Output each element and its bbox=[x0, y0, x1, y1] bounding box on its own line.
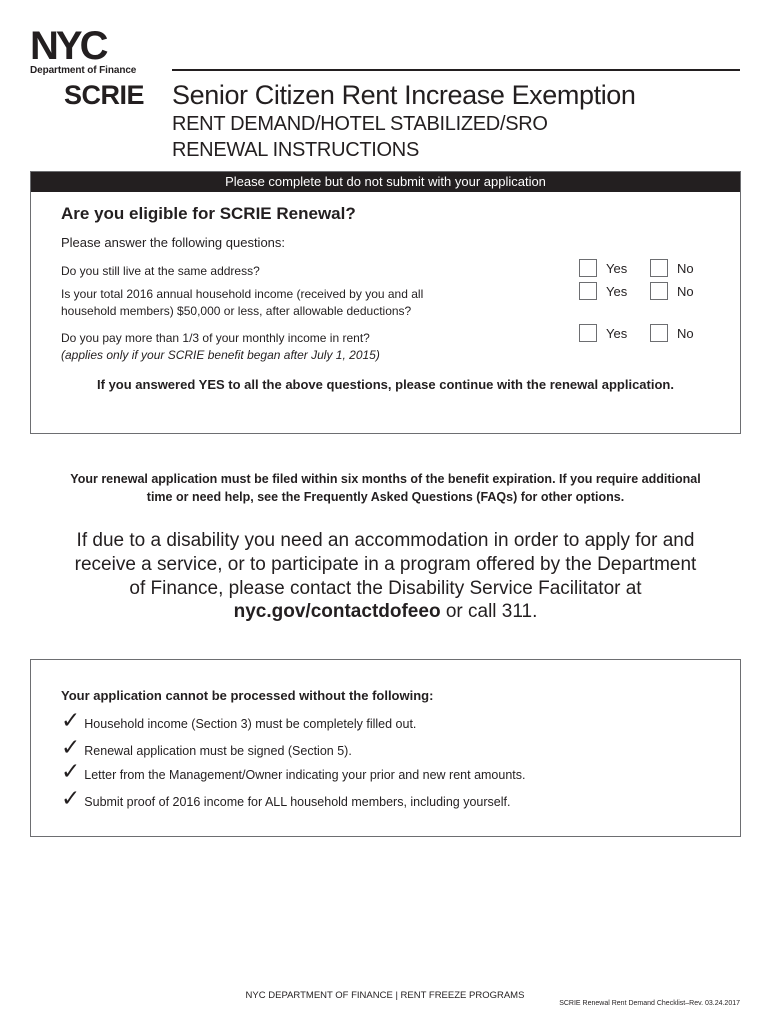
nyc-dof-logo bbox=[30, 28, 154, 76]
question-same-address: Do you still live at the same address? bbox=[61, 264, 260, 278]
department-name: Department of Finance bbox=[30, 65, 137, 76]
accessibility-note bbox=[30, 529, 741, 601]
requirement-item bbox=[61, 710, 416, 732]
question-rent-third: Do you pay more than 1/3 of your monthly income in rent? bbox=[61, 331, 370, 345]
page-subtitle-line2: RENEWAL INSTRUCTIONS bbox=[172, 139, 419, 161]
q1-yes-label: Yes bbox=[606, 260, 628, 276]
accessibility-contact bbox=[30, 601, 741, 623]
checkmark-icon: ✓ bbox=[61, 759, 81, 785]
question-income-line2: household members) $50,000 or less, after allowable deductions? bbox=[61, 304, 412, 318]
svg-text:NYC: NYC bbox=[30, 28, 106, 62]
filing-note-line2: time or need help, see the Frequently Asked Questions (FAQs) for other options. bbox=[146, 490, 625, 504]
q2-no-option[interactable] bbox=[650, 282, 694, 300]
requirements-section bbox=[30, 659, 741, 837]
q1-no-option[interactable] bbox=[650, 259, 694, 277]
checkmark-icon: ✓ bbox=[61, 708, 81, 734]
instruction-banner: Please complete but do not submit with your application bbox=[31, 172, 740, 192]
nyc-logo-icon bbox=[30, 28, 128, 62]
footer-department: NYC DEPARTMENT OF FINANCE | RENT FREEZE PROGRAMS bbox=[245, 990, 525, 1001]
q1-yes-checkbox[interactable] bbox=[579, 259, 597, 277]
q3-yes-option[interactable] bbox=[579, 324, 627, 342]
contact-phone-text: or call 311. bbox=[440, 601, 538, 622]
filing-deadline-note bbox=[30, 470, 741, 506]
q1-no-checkbox[interactable] bbox=[650, 259, 668, 277]
page-subtitle-line1: RENT DEMAND/HOTEL STABILIZED/SRO bbox=[172, 113, 548, 135]
q2-yes-label: Yes bbox=[606, 283, 628, 299]
accessibility-line1: If due to a disability you need an accommodation in order to apply for and bbox=[76, 530, 695, 551]
requirement-text: Household income (Section 3) must be completely filled out. bbox=[84, 717, 417, 731]
q1-yes-option[interactable] bbox=[579, 259, 627, 277]
page-title: Senior Citizen Rent Increase Exemption bbox=[172, 80, 636, 110]
requirement-item bbox=[61, 761, 525, 783]
header-rule bbox=[172, 69, 740, 71]
checkmark-icon: ✓ bbox=[61, 786, 81, 812]
q3-yes-checkbox[interactable] bbox=[579, 324, 597, 342]
continue-instruction: If you answered YES to all the above questions, please continue with the renewal application. bbox=[97, 377, 674, 392]
accessibility-line3: of Finance, please contact the Disability Service Facilitator at bbox=[129, 578, 642, 599]
filing-note-line1: Your renewal application must be filed within six months of the benefit expiration. If you require additional bbox=[70, 472, 701, 486]
q3-no-option[interactable] bbox=[650, 324, 694, 342]
checkmark-icon: ✓ bbox=[61, 735, 81, 761]
q3-no-label: No bbox=[677, 325, 694, 341]
q3-yes-label: Yes bbox=[606, 325, 628, 341]
requirement-text: Submit proof of 2016 income for ALL household members, including yourself. bbox=[84, 795, 511, 809]
q2-yes-checkbox[interactable] bbox=[579, 282, 597, 300]
requirement-text: Renewal application must be signed (Section 5). bbox=[84, 744, 352, 758]
requirement-item bbox=[61, 788, 510, 810]
requirement-text: Letter from the Management/Owner indicating your prior and new rent amounts. bbox=[84, 768, 526, 782]
requirement-item bbox=[61, 737, 352, 759]
q2-no-checkbox[interactable] bbox=[650, 282, 668, 300]
requirements-heading: Your application cannot be processed without the following: bbox=[61, 688, 434, 703]
program-acronym: SCRIE bbox=[64, 80, 145, 110]
question-income-line1: Is your total 2016 annual household income (received by you and all bbox=[61, 287, 424, 301]
eligibility-instruction: Please answer the following questions: bbox=[61, 235, 286, 250]
eligibility-section bbox=[30, 171, 741, 434]
contact-link[interactable]: nyc.gov/contactdofeeo bbox=[233, 601, 441, 622]
question-rent-third-note: (applies only if your SCRIE benefit began after July 1, 2015) bbox=[61, 348, 380, 362]
eligibility-heading: Are you eligible for SCRIE Renewal? bbox=[61, 204, 356, 223]
q1-no-label: No bbox=[677, 260, 694, 276]
q2-no-label: No bbox=[677, 283, 694, 299]
footer-form-revision: SCRIE Renewal Rent Demand Checklist–Rev. 03.24.2017 bbox=[559, 1000, 740, 1007]
accessibility-line2: receive a service, or to participate in a program offered by the Department bbox=[74, 554, 697, 575]
q2-yes-option[interactable] bbox=[579, 282, 627, 300]
q3-no-checkbox[interactable] bbox=[650, 324, 668, 342]
